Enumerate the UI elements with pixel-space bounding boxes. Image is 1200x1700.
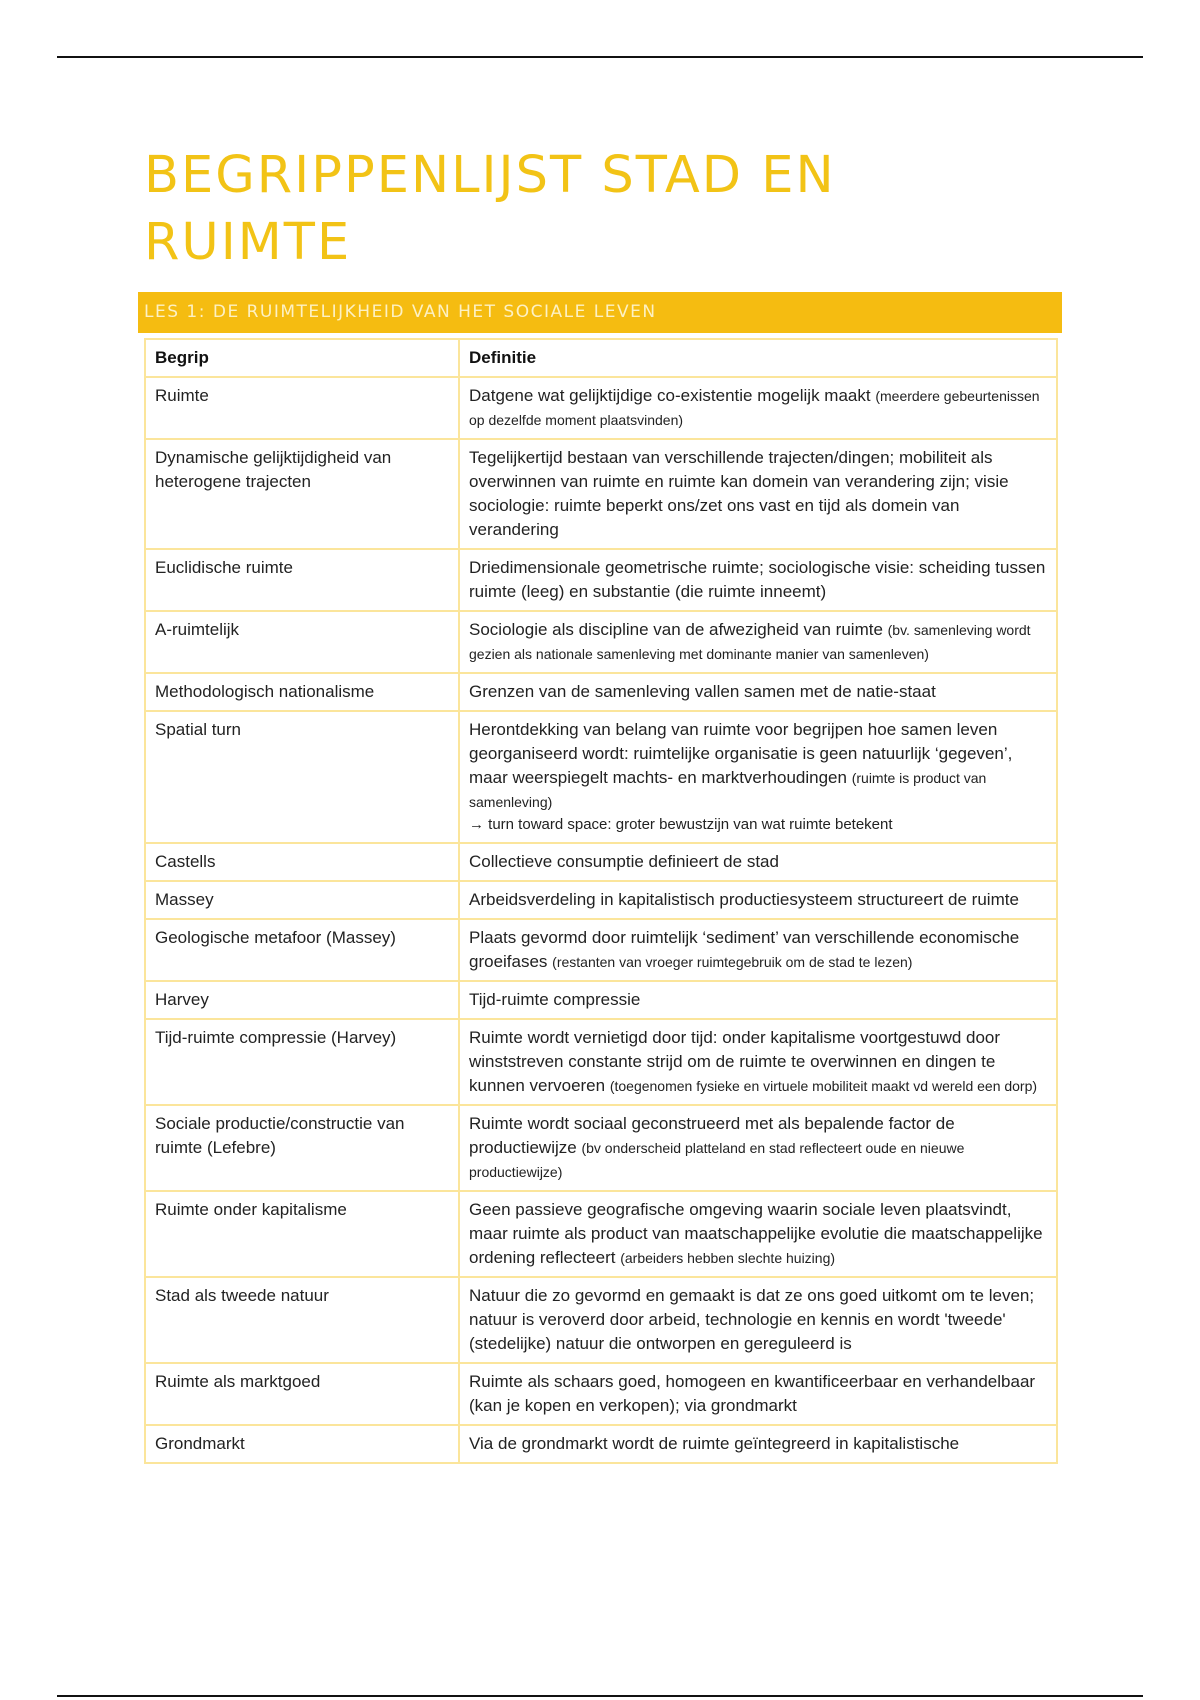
definition-cell — [459, 1363, 1057, 1425]
definition-text: Tegelijkertijd bestaan van verschillende trajecten/dingen; mobiliteit als overwinnen van ruimte en ruimte kan domein van verandering zijn; visie sociologie: ruimte beperkt ons/zet ons vast en tijd als domein van verandering — [469, 448, 1009, 539]
definition-text: Grenzen van de samenleving vallen samen met de natie-staat — [469, 682, 936, 701]
definition-note: (ruimte is product van samenleving) — [469, 770, 987, 810]
definition-text: Ruimte als schaars goed, homogeen en kwantificeerbaar en verhandelbaar (kan je kopen en verkopen); via grondmarkt — [469, 1372, 1036, 1415]
table-row — [145, 377, 1057, 439]
definition-text: Arbeidsverdeling in kapitalistisch productiesysteem structureert de ruimte — [469, 890, 1019, 909]
definition-cell — [459, 549, 1057, 611]
definition-text: Via de grondmarkt wordt de ruimte geïntegreerd in kapitalistische — [469, 1434, 960, 1453]
definition-cell — [459, 1019, 1057, 1105]
table-row — [145, 611, 1057, 673]
term-cell: Massey — [145, 881, 459, 919]
definition-note: (arbeiders hebben slechte huizing) — [620, 1250, 836, 1266]
definition-text: Plaats gevormd door ruimtelijk ‘sediment’ van verschillende economische groeifases — [469, 928, 1020, 971]
table-row — [145, 981, 1057, 1019]
definition-cell — [459, 1191, 1057, 1277]
term-cell: Grondmarkt — [145, 1425, 459, 1463]
definition-text: Ruimte wordt sociaal geconstrueerd met als bepalende factor de productiewijze — [469, 1114, 955, 1157]
definition-cell — [459, 673, 1057, 711]
definition-note: (restanten van vroeger ruimtegebruik om de stad te lezen) — [552, 954, 913, 970]
term-cell: Ruimte onder kapitalisme — [145, 1191, 459, 1277]
term-cell: Geologische metafoor (Massey) — [145, 919, 459, 981]
term-cell: Euclidische ruimte — [145, 549, 459, 611]
table-row — [145, 881, 1057, 919]
table-header-row — [145, 339, 1057, 377]
definition-text: Sociologie als discipline van de afwezigheid van ruimte — [469, 620, 883, 639]
term-cell: Ruimte als marktgoed — [145, 1363, 459, 1425]
definition-note: (bv onderscheid platteland en stad reflecteert oude en nieuwe productiewijze) — [469, 1140, 965, 1180]
definition-cell — [459, 439, 1057, 549]
term-cell: Harvey — [145, 981, 459, 1019]
table-row — [145, 549, 1057, 611]
definition-text: Herontdekking van belang van ruimte voor begrijpen hoe samen leven georganiseerd wordt: ruimtelijke organisatie is geen natuurlijk ‘gegeven’, maar weerspiegelt machts- en marktverhoudingen — [469, 720, 1013, 787]
definition-text: Collectieve consumptie definieert de stad — [469, 852, 779, 871]
header-rule — [57, 56, 1143, 58]
definition-text: Geen passieve geografische omgeving waarin sociale leven plaatsvindt, maar ruimte als product van maatschappelijke evolutie die maatschappelijke ordening reflecteert — [469, 1200, 1043, 1267]
term-cell: Tijd-ruimte compressie (Harvey) — [145, 1019, 459, 1105]
definition-text: Driedimensionale geometrische ruimte; sociologische visie: scheiding tussen ruimte (leeg) en substantie (die ruimte inneemt) — [469, 558, 1046, 601]
table-row — [145, 843, 1057, 881]
term-cell: Ruimte — [145, 377, 459, 439]
term-cell: Spatial turn — [145, 711, 459, 843]
table-row — [145, 1363, 1057, 1425]
definition-cell — [459, 711, 1057, 843]
term-cell: Stad als tweede natuur — [145, 1277, 459, 1363]
definition-text: Datgene wat gelijktijdige co-existentie mogelijk maakt — [469, 386, 871, 405]
table-row — [145, 673, 1057, 711]
definition-text: Tijd-ruimte compressie — [469, 990, 641, 1009]
term-cell: Dynamische gelijktijdigheid van heterogene trajecten — [145, 439, 459, 549]
definition-cell — [459, 919, 1057, 981]
table-row — [145, 1191, 1057, 1277]
term-cell: A-ruimtelijk — [145, 611, 459, 673]
footer-rule — [57, 1695, 1143, 1697]
definition-cell — [459, 611, 1057, 673]
table-row — [145, 1425, 1057, 1463]
section-heading: LES 1: DE RUIMTELIJKHEID VAN HET SOCIALE LEVEN — [138, 292, 1062, 333]
definition-text: Ruimte wordt vernietigd door tijd: onder kapitalisme voortgestuwd door winststreven constante strijd om de ruimte te overwinnen en dingen te kunnen vervoeren — [469, 1028, 1001, 1095]
definition-note: (meerdere gebeurtenissen op dezelfde moment plaatsvinden) — [469, 388, 1040, 428]
table-row — [145, 711, 1057, 843]
terms-table — [144, 338, 1058, 1464]
definition-note: (bv. samenleving wordt gezien als nationale samenleving met dominante manier van samenleven) — [469, 622, 1031, 662]
table-row — [145, 1277, 1057, 1363]
page-title: BEGRIPPENLIJST STAD EN RUIMTE — [144, 146, 836, 272]
header-definitie: Definitie — [459, 339, 1057, 377]
definition-cell — [459, 1105, 1057, 1191]
definition-cell — [459, 981, 1057, 1019]
definition-cell — [459, 1425, 1057, 1463]
definition-extra: → turn toward space: groter bewustzijn van wat ruimte betekent — [469, 816, 893, 833]
table-row — [145, 919, 1057, 981]
definition-text: Natuur die zo gevormd en gemaakt is dat ze ons goed uitkomt om te leven; natuur is veroverd door arbeid, technologie en kennis en wordt 'tweede' (stedelijke) natuur die ontworpen en gereguleerd is — [469, 1286, 1035, 1353]
term-cell: Methodologisch nationalisme — [145, 673, 459, 711]
definition-cell — [459, 377, 1057, 439]
table-row — [145, 1019, 1057, 1105]
term-cell: Sociale productie/constructie van ruimte (Lefebre) — [145, 1105, 459, 1191]
header-begrip: Begrip — [145, 339, 459, 377]
term-cell: Castells — [145, 843, 459, 881]
definition-cell — [459, 843, 1057, 881]
definition-note: (toegenomen fysieke en virtuele mobiliteit maakt vd wereld een dorp) — [609, 1078, 1038, 1094]
definition-cell — [459, 881, 1057, 919]
definition-cell — [459, 1277, 1057, 1363]
table-row — [145, 1105, 1057, 1191]
table-row — [145, 439, 1057, 549]
